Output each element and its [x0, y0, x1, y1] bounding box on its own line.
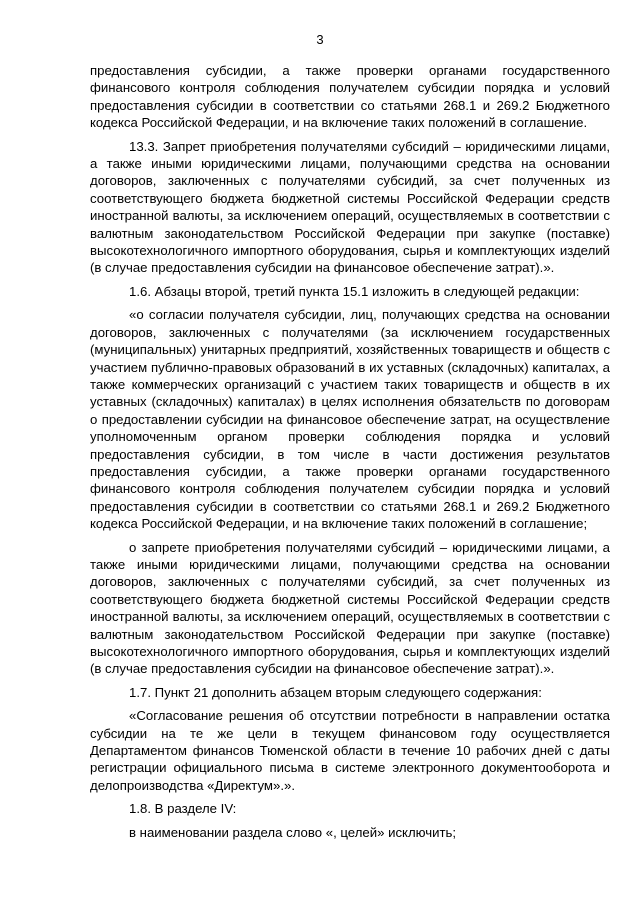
paragraph-item-1-7: 1.7. Пункт 21 дополнить абзацем вторым следующего содержания: — [129, 684, 542, 700]
paragraph-item-1-6: 1.6. Абзацы второй, третий пункта 15.1 изложить в следующей редакции: — [129, 283, 580, 299]
document-body — [90, 62, 610, 841]
paragraph-quote-consent: «о согласии получателя субсидии, лиц, получающих средства на основании договоров, заключенных с получателями (за исключением государственных (муниципальных) унитарных предприятий, хозяйственных товариществ и обществ с участием публично-правовых образований в их уставных (складочных) капиталах, а также коммерческих организаций с участием таких товариществ и обществ в их уставных (складочных) капиталах) в целях исполнения обязательств по договорам о предоставлении субсидии на финансовое обеспечение затрат, на осуществление уполномоченным органом проверки соблюдения порядка и условий предоставления субсидии, в том числе в части достижения результатов предоставления субсидии, а также проверки органами государственного финансового контроля соблюдения получателем субсидии порядка и условий предоставления субсидии в соответствии со статьями 268.1 и 269.2 Бюджетного кодекса Российской Федерации, и на включение таких положений в соглашение; — [90, 307, 610, 532]
paragraph-section-title-change: в наименовании раздела слово «, целей» исключить; — [129, 824, 457, 840]
paragraph-continuation: предоставления субсидии, а также проверки органами государственного финансового контроля соблюдения получателем субсидии порядка и условий предоставления субсидии в соответствии со статьями 268.1 и 269.2 Бюджетного кодекса Российской Федерации, и на включение таких положений в соглашение. — [90, 63, 610, 131]
paragraph-item-13-3: 13.3. Запрет приобретения получателями субсидий – юридическими лицами, а также иными юридическими лицами, получающими средства на основании договоров, заключенных с получателями субсидий, за счет полученных из соответствующего бюджета бюджетной системы Российской Федерации средств иностранной валюты, за исключением операций, осуществляемых в соответствии с валютным законодательством Российской Федерации при закупке (поставке) высокотехнологичного импортного оборудования, сырья и комплектующих изделий (в случае предоставления субсидии на финансовое обеспечение затрат).». — [90, 138, 610, 276]
paragraph-item-1-8: 1.8. В разделе IV: — [129, 801, 237, 817]
paragraph-quote-ban: о запрете приобретения получателями субсидий – юридическими лицами, а также иными юридическими лицами, получающими средства на основании договоров, заключенных с получателями субсидий, за счет полученных из соответствующего бюджета бюджетной системы Российской Федерации средств иностранной валюты, за исключением операций, осуществляемых в соответствии с валютным законодательством Российской Федерации при закупке (поставке) высокотехнологичного импортного оборудования, сырья и комплектующих изделий (в случае предоставления субсидии на финансовое обеспечение затрат).». — [90, 539, 610, 677]
paragraph-quote-approval: «Согласование решения об отсутствии потребности в направлении остатка субсидии на те же цели в текущем финансовом году осуществляется Департаментом финансов Тюменской области в течение 10 рабочих дней с даты регистрации официального письма в системе электронного документооборота и делопроизводства «Директум».». — [90, 708, 610, 793]
page-number: 3 — [316, 32, 324, 47]
